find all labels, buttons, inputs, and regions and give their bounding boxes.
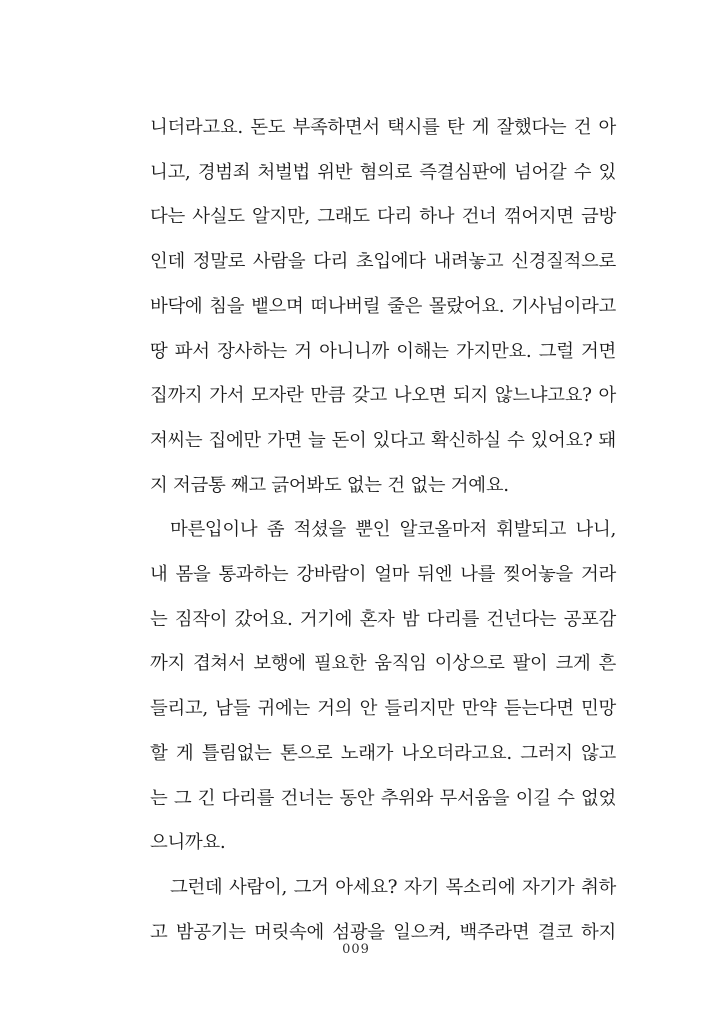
text-line: 집까지 가서 모자란 만큼 갖고 나오면 되지 않느냐고요? 아 — [150, 385, 616, 407]
text-line: 니더라고요. 돈도 부족하면서 택시를 탄 게 잘했다는 건 아 — [150, 117, 616, 138]
text-line: 저씨는 집에만 가면 늘 돈이 있다고 확신하실 수 있어요? 돼 — [150, 429, 616, 451]
page-number: 009 — [342, 942, 370, 957]
text-line: 들리고, 남들 귀에는 거의 안 들리지만 만약 듣는다면 민망 — [150, 698, 616, 720]
text-line: 고 밤공기는 머릿속에 섬광을 일으켜, 백주라면 결코 하지 — [150, 921, 616, 943]
text-line: 다는 사실도 알지만, 그래도 다리 하나 건너 꺾어지면 금방 — [150, 206, 616, 228]
text-line: 땅 파서 장사하는 거 아니니까 이해는 가지만요. 그럴 거면 — [150, 340, 616, 362]
text-line: 까지 겹쳐서 보행에 필요한 움직임 이상으로 팔이 크게 흔 — [150, 653, 616, 675]
text-line: 는 그 긴 다리를 건너는 동안 추위와 무서움을 이길 수 없었 — [150, 787, 616, 809]
text-line: 바닥에 침을 뱉으며 떠나버릴 줄은 몰랐어요. 기사님이라고 — [150, 295, 616, 317]
text-line: 내 몸을 통과하는 강바람이 얼마 뒤엔 나를 찢어놓을 거라 — [150, 564, 616, 585]
text-line: 으니까요. — [150, 832, 226, 854]
text-line: 지 저금통 째고 긁어봐도 없는 건 없는 거예요. — [150, 474, 509, 496]
text-line: 니고, 경범죄 처벌법 위반 혐의로 즉결심판에 넘어갈 수 있 — [150, 161, 616, 183]
text-line: 는 짐작이 갔어요. 거기에 혼자 밤 다리를 건넌다는 공포감 — [150, 608, 616, 630]
text-line: 인데 정말로 사람을 다리 초입에다 내려놓고 신경질적으로 — [150, 251, 616, 273]
text-line: 그런데 사람이, 그거 아세요? 자기 목소리에 자기가 취하 — [170, 876, 616, 898]
text-line: 할 게 틀림없는 톤으로 노래가 나오더라고요. 그러지 않고 — [150, 742, 616, 764]
text-line: 마른입이나 좀 적셨을 뿐인 알코올마저 휘발되고 나니, — [170, 519, 616, 541]
